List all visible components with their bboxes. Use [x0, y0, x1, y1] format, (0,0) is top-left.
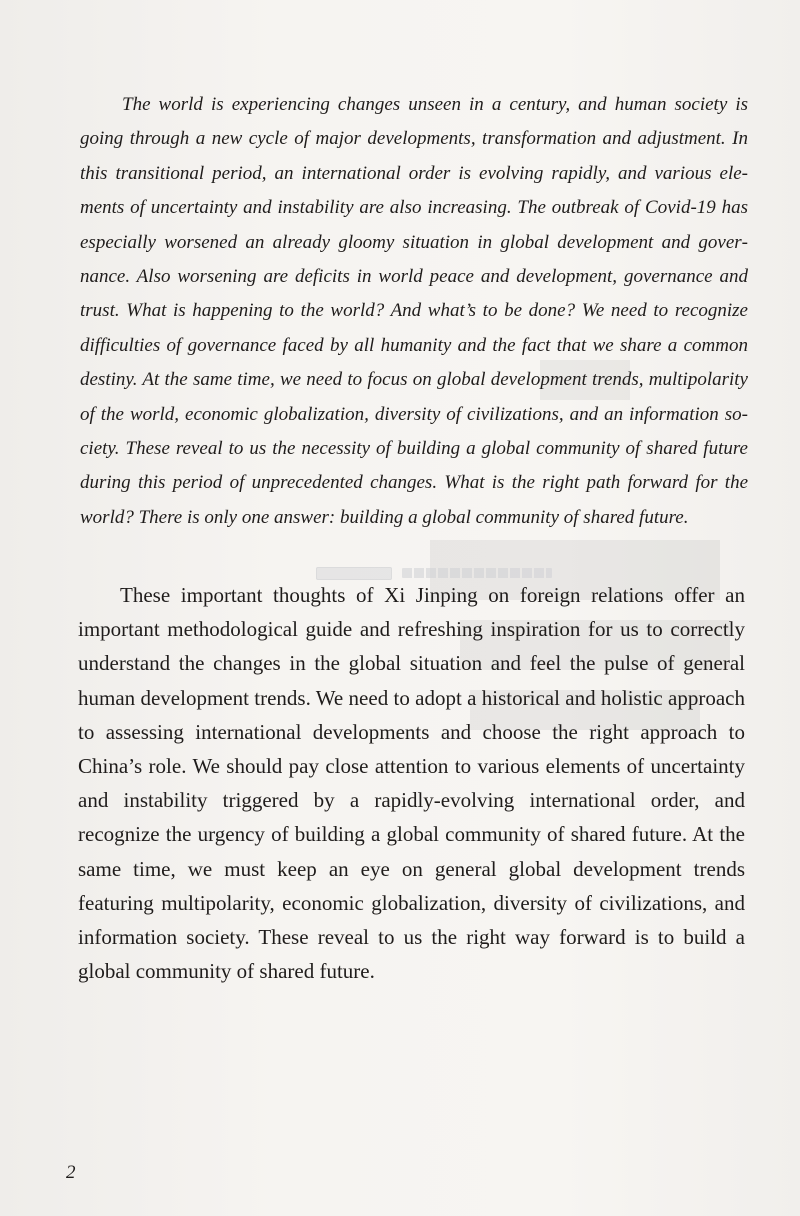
intro-quote-paragraph: The world is experiencing changes unseen in a century, and human society is going through a new cycle of major developments, transformation and adjustment. In this transitional period, an international order is evolving rapidly, and various elements of uncertainty and instability are also increasing. The outbreak of Covid-19 has especially worsened an already gloomy situation in global development and governance. Also worsening are deficits in world peace and development, governance and trust. What is happening to the world? And what’s to be done? We need to recognize difficulties of governance faced by all humanity and the fact that we share a common destiny. At the same time, we need to focus on global development trends, multipolarity of the world, economic globalization, diversity of civilizations, and an information society. These reveal to us the necessity of building a global community of shared future during this period of unprecedented changes. What is the right path forward for the world? There is only one answer: building a global community of shared future. [80, 94, 748, 528]
page-number: 2 [66, 1162, 76, 1183]
body-paragraph: These important thoughts of Xi Jinping on foreign relations offer an important methodological guide and refreshing inspiration for us to correctly understand the changes in the global situation and feel the pulse of general human development trends. We need to adopt a historical and holistic approach to assessing international developments and choose the right approach to China’s role. We should pay close attention to various elements of uncertainty and instability triggered by a rapidly-evolving international order, and recognize the urgency of building a global community of shared future. At the same time, we must keep an eye on general global development trends featuring multipolarity, economic globalization, diversity of civilizations, and information society. These reveal to us the right way forward is to build a global community of shared future. [78, 583, 745, 984]
watermark-company-name [402, 568, 552, 578]
